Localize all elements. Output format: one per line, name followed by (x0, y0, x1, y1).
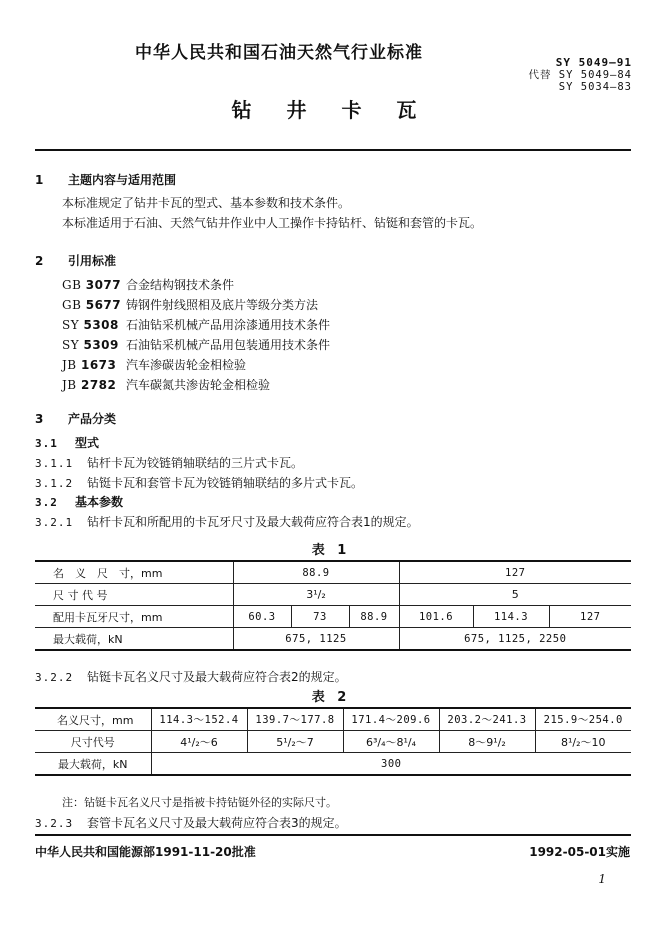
reference-prefix: SY (62, 338, 80, 352)
table-row (35, 584, 631, 606)
row-label: 尺寸代号 (35, 731, 151, 753)
reference-item (62, 296, 318, 313)
reference-prefix: GB (62, 298, 82, 312)
section-number: 2 (35, 254, 44, 268)
standard-code: SY 5049—91 (555, 56, 632, 69)
reference-item (62, 316, 330, 333)
replaced-code-2: SY 5034—83 (558, 81, 632, 93)
row-label: 最大载荷，kN (35, 628, 233, 651)
table-2 (35, 707, 631, 776)
table-row (35, 628, 631, 651)
reference-prefix: GB (62, 278, 82, 292)
section-2-heading (35, 252, 116, 269)
table-cell: 114.3～152.4 (151, 708, 247, 731)
table-cell: 5¹/₂～7 (247, 731, 343, 753)
table-2-note: 注：钻铤卡瓦名义尺寸是指被卡持钻铤外径的实际尺寸。 (62, 796, 337, 809)
section-title: 产品分类 (68, 412, 117, 426)
reference-title: 石油钻采机械产品用涂漆通用技术条件 (126, 318, 331, 332)
table-cell: 8～9¹/₂ (439, 731, 535, 753)
table-cell: 171.4～209.6 (343, 708, 439, 731)
replaced-code-1: SY 5049—84 (558, 69, 632, 81)
section-number: 1 (35, 173, 44, 187)
reference-title: 汽车渗碳齿轮金相检验 (126, 358, 247, 372)
table-cell: 3¹/₂ (233, 584, 399, 606)
reference-number: 1673 (80, 358, 117, 372)
section-number: 3 (35, 412, 44, 426)
reference-code (62, 278, 126, 292)
section-1-heading (35, 171, 176, 188)
table-row (35, 708, 631, 731)
table-cell: 4¹/₂～6 (151, 731, 247, 753)
section-1-paragraph-2: 本标准适用于石油、天然气钻井作业中人工操作卡持钻杆、钻铤和套管的卡瓦。 (62, 216, 483, 230)
row-label: 名 义 尺 寸，mm (35, 561, 233, 584)
table-cell: 88.9 (233, 561, 399, 584)
reference-item (62, 356, 246, 373)
subsection-number: 3.1 (35, 437, 58, 450)
row-label: 尺 寸 代 号 (35, 584, 233, 606)
reference-title: 汽车碳氮共渗齿轮金相检验 (126, 378, 271, 392)
reference-prefix: JB (62, 358, 77, 372)
row-label: 最大载荷，kN (35, 753, 151, 776)
subsection-3-1-heading (35, 434, 99, 451)
clause-3-2-1 (35, 513, 419, 530)
reference-number: 3077 (85, 278, 122, 292)
clause-3-2-2 (35, 668, 347, 685)
reference-title: 合金结构钢技术条件 (126, 278, 235, 292)
document-title: 钻 井 卡 瓦 (231, 98, 431, 122)
table-row (35, 606, 631, 628)
effective-date: 1992-05-01实施 (529, 845, 630, 859)
table-cell: 88.9 (349, 606, 399, 628)
reference-code (62, 298, 126, 312)
reference-number: 5308 (83, 318, 119, 332)
reference-title: 铸钢件射线照相及底片等级分类方法 (126, 298, 319, 312)
table-cell: 8¹/₂～10 (535, 731, 631, 753)
table-cell: 127 (549, 606, 631, 628)
table-cell: 6³/₄～8¹/₄ (343, 731, 439, 753)
clause-text: 钻铤卡瓦和套管卡瓦为铰链销轴联结的多片式卡瓦。 (87, 476, 364, 490)
clause-3-2-3 (35, 814, 347, 831)
reference-item (62, 376, 270, 393)
table-2-caption: 表 2 (311, 690, 351, 705)
replaces-line-1 (528, 69, 632, 81)
clause-text: 钻铤卡瓦名义尺寸及最大载荷应符合表2的规定。 (87, 670, 347, 684)
clause-number: 3.1.2 (35, 477, 74, 490)
table-row (35, 753, 631, 776)
reference-prefix: JB (62, 378, 77, 392)
table-cell: 114.3 (473, 606, 549, 628)
reference-title: 石油钻采机械产品用包装通用技术条件 (126, 338, 331, 352)
reference-code (62, 358, 126, 372)
reference-code (62, 378, 126, 392)
table-cell: 101.6 (399, 606, 473, 628)
reference-code (62, 318, 126, 332)
table-cell: 139.7～177.8 (247, 708, 343, 731)
footer-rule (35, 834, 631, 836)
subsection-number: 3.2 (35, 496, 58, 509)
table-cell: 215.9～254.0 (535, 708, 631, 731)
row-label: 配用卡瓦牙尺寸，mm (35, 606, 233, 628)
reference-code (62, 338, 126, 352)
header-rule (35, 149, 631, 151)
clause-number: 3.2.2 (35, 671, 74, 684)
section-1-paragraph-1: 本标准规定了钻井卡瓦的型式、基本参数和技术条件。 (62, 196, 351, 210)
table-cell: 73 (291, 606, 349, 628)
reference-number: 5309 (83, 338, 119, 352)
clause-number: 3.2.1 (35, 516, 74, 529)
reference-item (62, 276, 234, 293)
reference-item (62, 336, 330, 353)
clause-text: 钻杆卡瓦为铰链销轴联结的三片式卡瓦。 (87, 456, 304, 470)
replaces-label: 代替 (528, 69, 552, 81)
row-label: 名义尺寸，mm (35, 708, 151, 731)
subsection-title: 基本参数 (75, 495, 124, 509)
clause-number: 3.2.3 (35, 817, 74, 830)
page-number: 1 (598, 872, 606, 886)
reference-number: 2782 (80, 378, 117, 392)
table-cell: 127 (399, 561, 631, 584)
table-cell: 300 (151, 753, 631, 776)
section-3-heading (35, 410, 116, 427)
table-cell: 675, 1125, 2250 (399, 628, 631, 651)
table-1-caption: 表 1 (311, 543, 351, 558)
reference-prefix: SY (62, 318, 80, 332)
standard-code-block (528, 57, 632, 93)
clause-number: 3.1.1 (35, 457, 74, 470)
table-cell: 203.2～241.3 (439, 708, 535, 731)
table-row (35, 561, 631, 584)
table-row (35, 731, 631, 753)
table-1 (35, 560, 631, 651)
clause-text: 钻杆卡瓦和所配用的卡瓦牙尺寸及最大载荷应符合表1的规定。 (87, 515, 419, 529)
clause-3-1-1 (35, 454, 303, 471)
issuing-organization: 中华人民共和国石油天然气行业标准 (135, 43, 423, 63)
table-cell: 675, 1125 (233, 628, 399, 651)
section-title: 主题内容与适用范围 (68, 173, 177, 187)
table-cell: 5 (399, 584, 631, 606)
table-cell: 60.3 (233, 606, 291, 628)
reference-number: 5677 (85, 298, 122, 312)
clause-text: 套管卡瓦名义尺寸及最大载荷应符合表3的规定。 (87, 816, 347, 830)
clause-3-1-2 (35, 474, 363, 491)
subsection-3-2-heading (35, 493, 123, 510)
subsection-title: 型式 (75, 436, 100, 450)
approval-statement: 中华人民共和国能源部1991-11-20批准 (35, 845, 256, 859)
section-title: 引用标准 (68, 254, 117, 268)
